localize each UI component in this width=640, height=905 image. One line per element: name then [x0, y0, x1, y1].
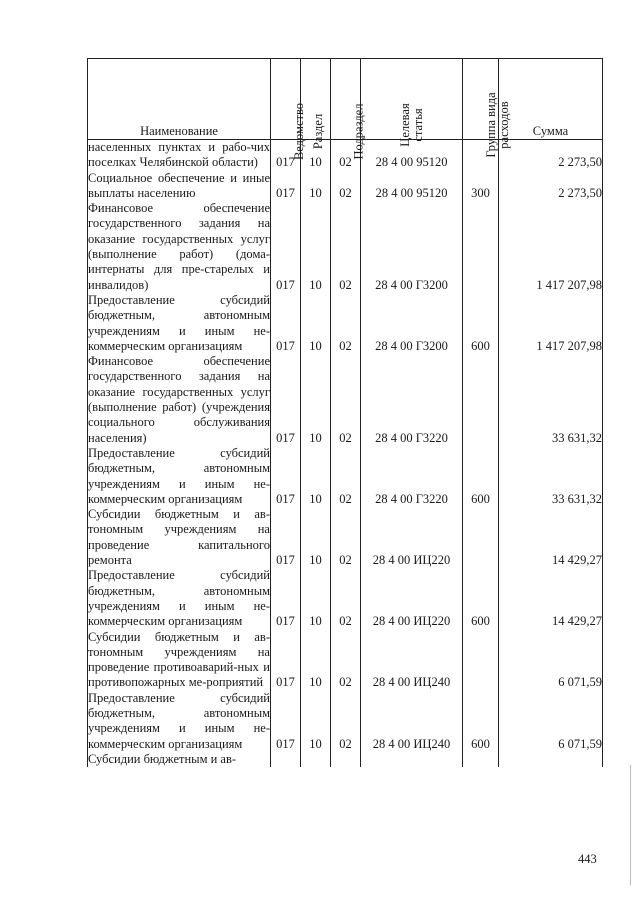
cell-celevaya: 28 4 00 Г3220 [361, 354, 463, 446]
cell-podrazdel: 02 [331, 507, 361, 568]
cell-gruppa: 600 [463, 446, 499, 507]
cell-celevaya: 28 4 00 Г3220 [361, 446, 463, 507]
cell-ved: 017 [271, 446, 301, 507]
cell-podrazdel: 02 [331, 293, 361, 354]
cell-razdel: 10 [301, 354, 331, 446]
cell-summa: 33 631,32 [499, 354, 603, 446]
header-celevaya: Целевая статья [361, 59, 463, 140]
cell-name: населенных пунктах и рабо-чих поселках Челябинской области) [88, 140, 270, 170]
cell-celevaya: 28 4 00 Г3200 [361, 293, 463, 354]
cell-summa: 33 631,32 [499, 446, 603, 507]
cell-podrazdel: 02 [331, 140, 361, 171]
scan-edge-line [630, 765, 631, 885]
cell-summa: 2 273,50 [499, 140, 603, 171]
cell-ved: 017 [271, 691, 301, 752]
cell-name: Предоставление субсидий бюджетным, автономным учреждениям и иным не-коммерческим организациям [88, 445, 270, 506]
cell-razdel: 10 [301, 630, 331, 691]
cell-name: Предоставление субсидий бюджетным, автономным учреждениям и иным не-коммерческим организациям [88, 568, 270, 629]
cell-summa [499, 752, 603, 767]
cell-podrazdel: 02 [331, 691, 361, 752]
cell-name: Финансовое обеспечение государственного задания на оказание государственных услуг (выполнение работ) (учреждения социального обслуживания населения) [88, 354, 270, 445]
cell-gruppa [463, 752, 499, 767]
cell-ved [271, 752, 301, 767]
cell-name: Социальное обеспечение и иные выплаты населению [88, 170, 270, 200]
cell-razdel: 10 [301, 568, 331, 629]
table-row [88, 140, 603, 171]
header-summa: Сумма [499, 59, 603, 140]
cell-podrazdel: 02 [331, 354, 361, 446]
cell-razdel: 10 [301, 293, 331, 354]
table-header-row [88, 59, 603, 140]
cell-gruppa [463, 201, 499, 293]
cell-podrazdel: 02 [331, 171, 361, 202]
cell-podrazdel: 02 [331, 568, 361, 629]
cell-podrazdel: 02 [331, 446, 361, 507]
table-row [88, 630, 603, 691]
cell-ved: 017 [271, 507, 301, 568]
cell-gruppa [463, 630, 499, 691]
cell-razdel [301, 752, 331, 767]
cell-razdel: 10 [301, 201, 331, 293]
cell-ved: 017 [271, 354, 301, 446]
header-ved: Ведомство [271, 59, 301, 140]
cell-gruppa [463, 354, 499, 446]
header-name: Наименование [88, 59, 271, 140]
cell-razdel: 10 [301, 507, 331, 568]
table-row [88, 691, 603, 752]
cell-ved: 017 [271, 293, 301, 354]
cell-summa: 1 417 207,98 [499, 201, 603, 293]
cell-gruppa: 600 [463, 293, 499, 354]
table-row [88, 201, 603, 293]
cell-razdel: 10 [301, 691, 331, 752]
budget-table [87, 58, 603, 767]
cell-name: Предоставление субсидий бюджетным, автономным учреждениям и иным не-коммерческим организациям [88, 292, 270, 353]
table-body [88, 140, 603, 768]
page-number: 443 [578, 852, 597, 866]
cell-podrazdel [331, 752, 361, 767]
cell-ved: 017 [271, 140, 301, 171]
cell-razdel: 10 [301, 171, 331, 202]
cell-razdel: 10 [301, 140, 331, 171]
cell-name: Субсидии бюджетным и ав- [88, 752, 271, 767]
cell-ved: 017 [271, 630, 301, 691]
cell-name: Предоставление субсидий бюджетным, автономным учреждениям и иным не-коммерческим организациям [88, 690, 270, 751]
cell-name: Субсидии бюджетным и ав-тономным учреждениям на проведение противоаварий-ных и противопожарных ме-роприятий [88, 629, 270, 690]
cell-summa: 6 071,59 [499, 691, 603, 752]
table-row [88, 507, 603, 568]
cell-ved: 017 [271, 171, 301, 202]
cell-celevaya [361, 752, 463, 767]
header-razdel: Раздел [301, 59, 331, 140]
cell-gruppa: 300 [463, 171, 499, 202]
cell-razdel: 10 [301, 446, 331, 507]
cell-summa: 6 071,59 [499, 630, 603, 691]
cell-summa: 2 273,50 [499, 171, 603, 202]
cell-podrazdel: 02 [331, 201, 361, 293]
cell-name: Финансовое обеспечение государственного задания на оказание государственных услуг (выполнение работ) (дома-интернаты для пре-старелых и инвалидов) [88, 201, 270, 292]
table-row [88, 446, 603, 507]
cell-ved: 017 [271, 201, 301, 293]
table-row [88, 171, 603, 202]
header-podrazdel: Подраздел [331, 59, 361, 140]
cell-celevaya: 28 4 00 ИЦ240 [361, 630, 463, 691]
table-row [88, 752, 603, 767]
cell-celevaya: 28 4 00 Г3200 [361, 201, 463, 293]
cell-celevaya: 28 4 00 ИЦ220 [361, 507, 463, 568]
cell-celevaya: 28 4 00 ИЦ240 [361, 691, 463, 752]
cell-summa: 14 429,27 [499, 507, 603, 568]
cell-ved: 017 [271, 568, 301, 629]
cell-gruppa: 600 [463, 568, 499, 629]
cell-summa: 1 417 207,98 [499, 293, 603, 354]
header-gruppa: Группа вида расходов [463, 59, 499, 140]
cell-celevaya: 28 4 00 ИЦ220 [361, 568, 463, 629]
cell-summa: 14 429,27 [499, 568, 603, 629]
cell-name: Субсидии бюджетным и ав-тономным учреждениям на проведение капитального ремонта [88, 507, 270, 568]
cell-gruppa: 600 [463, 691, 499, 752]
table-row [88, 568, 603, 629]
cell-podrazdel: 02 [331, 630, 361, 691]
table-row [88, 293, 603, 354]
cell-celevaya: 28 4 00 95120 [361, 171, 463, 202]
cell-gruppa [463, 507, 499, 568]
cell-celevaya: 28 4 00 95120 [361, 140, 463, 171]
table-row [88, 354, 603, 446]
